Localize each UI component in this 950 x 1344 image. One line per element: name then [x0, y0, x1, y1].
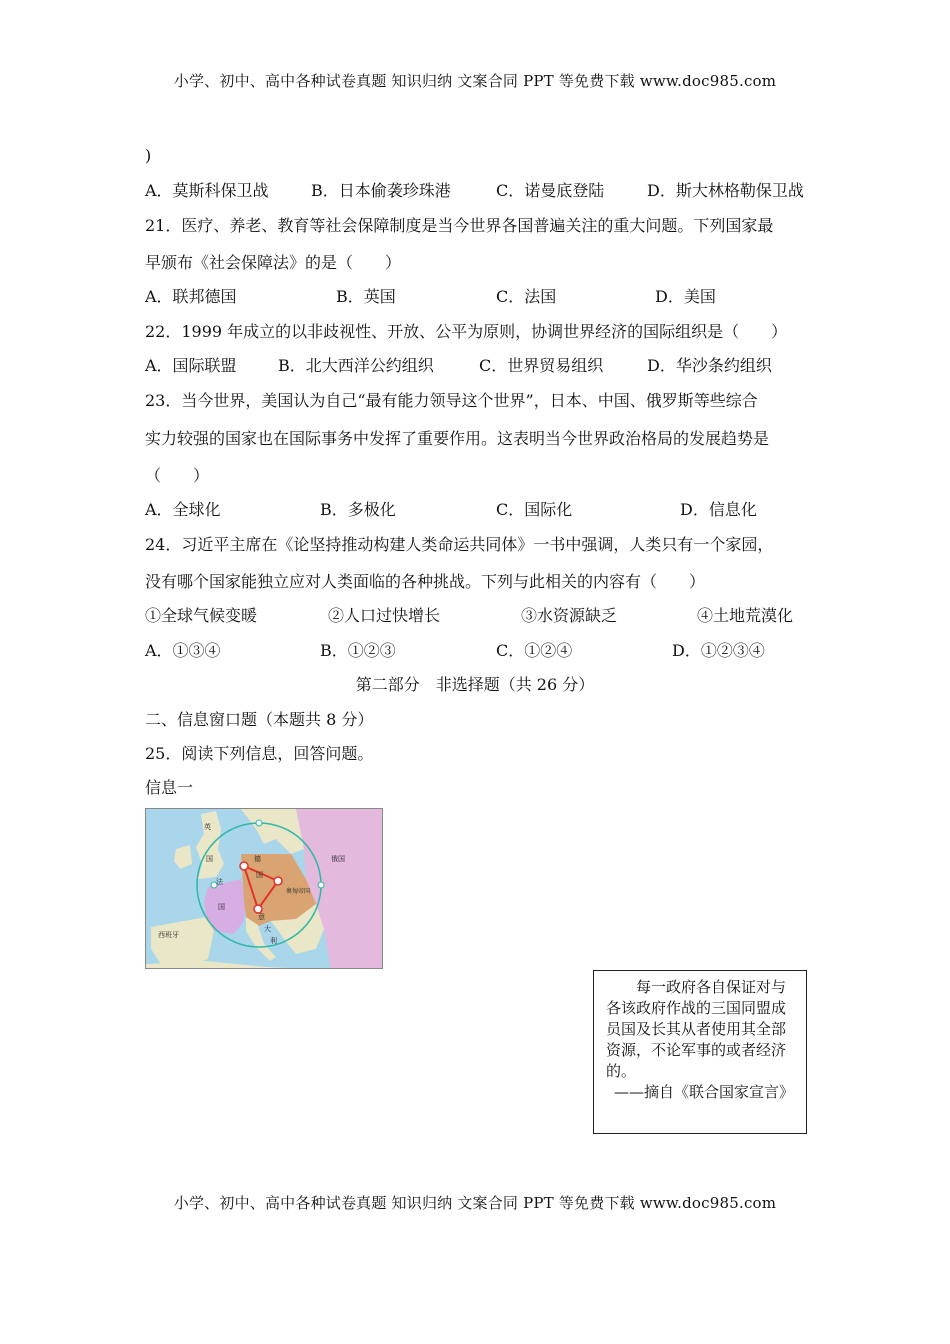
- map-label-italy-3: 利: [270, 937, 277, 945]
- q20-option-c: C．诺曼底登陆: [496, 181, 605, 200]
- page-footer: 小学、初中、高中各种试卷真题 知识归纳 文案合同 PPT 等免费下载 www.doc985.com: [173, 1194, 777, 1212]
- map-label-germany-1: 德: [254, 855, 261, 863]
- map-label-italy-1: 意: [258, 913, 265, 921]
- q23-stem-line3: （ ）: [145, 466, 210, 485]
- map-label-uk-2: 国: [206, 855, 213, 863]
- map-label-italy-2: 大: [264, 925, 271, 933]
- q21-option-a: A．联邦德国: [145, 287, 237, 306]
- q21-stem-line1: 21．医疗、养老、教育等社会保障制度是当今世界各国普遍关注的重大问题。下列国家最: [145, 216, 774, 235]
- map-circle-node-top: [256, 820, 262, 826]
- declaration-quote-box: [593, 970, 807, 1134]
- q22-option-a: A．国际联盟: [145, 356, 237, 375]
- q21-option-c: C．法国: [496, 287, 557, 306]
- q24-stem-line1: 24．习近平主席在《论坚持推动构建人类命运共同体》一书中强调，人类只有一个家园，: [145, 535, 774, 554]
- map-label-spain: 西班牙: [158, 931, 179, 939]
- europe-alliance-map: [145, 808, 383, 969]
- q24-item-2: ②人口过快增长: [328, 606, 441, 625]
- q24-option-d: D．①②③④: [672, 641, 765, 660]
- quote-text: 每一政府各自保证对与各该政府作战的三国同盟成员国及长其从者使用其全部资源，不论军事的或者经济的。: [606, 978, 787, 1080]
- map-node-italy: [254, 905, 262, 913]
- q20-option-b: B．日本偷袭珍珠港: [311, 181, 451, 200]
- q20-tail: ): [145, 146, 152, 165]
- q24-option-b: B．①②③: [320, 641, 396, 660]
- quote-source: ——摘自《联合国家宣言》: [613, 1083, 794, 1101]
- q23-option-b: B．多极化: [320, 500, 396, 519]
- map-label-uk-1: 英: [204, 823, 211, 831]
- q21-option-b: B．英国: [336, 287, 396, 306]
- q21-stem-line2: 早颁布《社会保障法》的是（ ）: [145, 253, 402, 272]
- q22-option-c: C．世界贸易组织: [479, 356, 604, 375]
- q24-option-a: A．①③④: [145, 641, 221, 660]
- q24-item-4: ④土地荒漠化: [697, 606, 794, 625]
- map-node-austria: [274, 877, 282, 885]
- q23-option-c: C．国际化: [496, 500, 573, 519]
- q24-stem-line2: 没有哪个国家能独立应对人类面临的各种挑战。下列与此相关的内容有（ ）: [145, 572, 706, 591]
- q22-option-b: B．北大西洋公约组织: [278, 356, 434, 375]
- q20-option-a: A．莫斯科保卫战: [145, 181, 269, 200]
- q22-option-d: D．华沙条约组织: [647, 356, 772, 375]
- q23-stem-line2: 实力较强的国家也在国际事务中发挥了重要作用。这表明当今世界政治格局的发展趋势是: [145, 429, 770, 448]
- info1-label: 信息一: [145, 778, 194, 797]
- map-label-germany-2: 国: [256, 871, 263, 879]
- q21-option-d: D．美国: [655, 287, 716, 306]
- map-label-france-2: 国: [218, 903, 225, 911]
- q20-option-d: D．斯大林格勒保卫战: [647, 181, 804, 200]
- map-label-france-1: 法: [216, 878, 223, 886]
- q24-item-3: ③水资源缺乏: [521, 606, 618, 625]
- section2-title: 二、信息窗口题（本题共 8 分）: [145, 710, 374, 729]
- q23-option-a: A．全球化: [145, 500, 221, 519]
- page-header: 小学、初中、高中各种试卷真题 知识归纳 文案合同 PPT 等免费下载 www.doc985.com: [173, 72, 777, 90]
- q22-stem: 22．1999 年成立的以非歧视性、开放、公平为原则，协调世界经济的国际组织是（ ）: [145, 322, 788, 341]
- q24-option-c: C．①②④: [496, 641, 573, 660]
- map-label-russia: 俄国: [331, 855, 345, 863]
- q23-stem-line1: 23．当今世界，美国认为自己“最有能力领导这个世界”，日本、中国、俄罗斯等些综合: [145, 391, 758, 410]
- q25-stem: 25．阅读下列信息，回答问题。: [145, 744, 374, 763]
- q24-item-1: ①全球气候变暖: [145, 606, 258, 625]
- part2-title: 第二部分 非选择题（共 26 分）: [355, 675, 595, 694]
- map-node-germany: [240, 862, 248, 870]
- map-circle-node-right: [318, 882, 324, 888]
- map-label-austria: 奥匈帝国: [286, 888, 311, 895]
- q23-option-d: D．信息化: [680, 500, 757, 519]
